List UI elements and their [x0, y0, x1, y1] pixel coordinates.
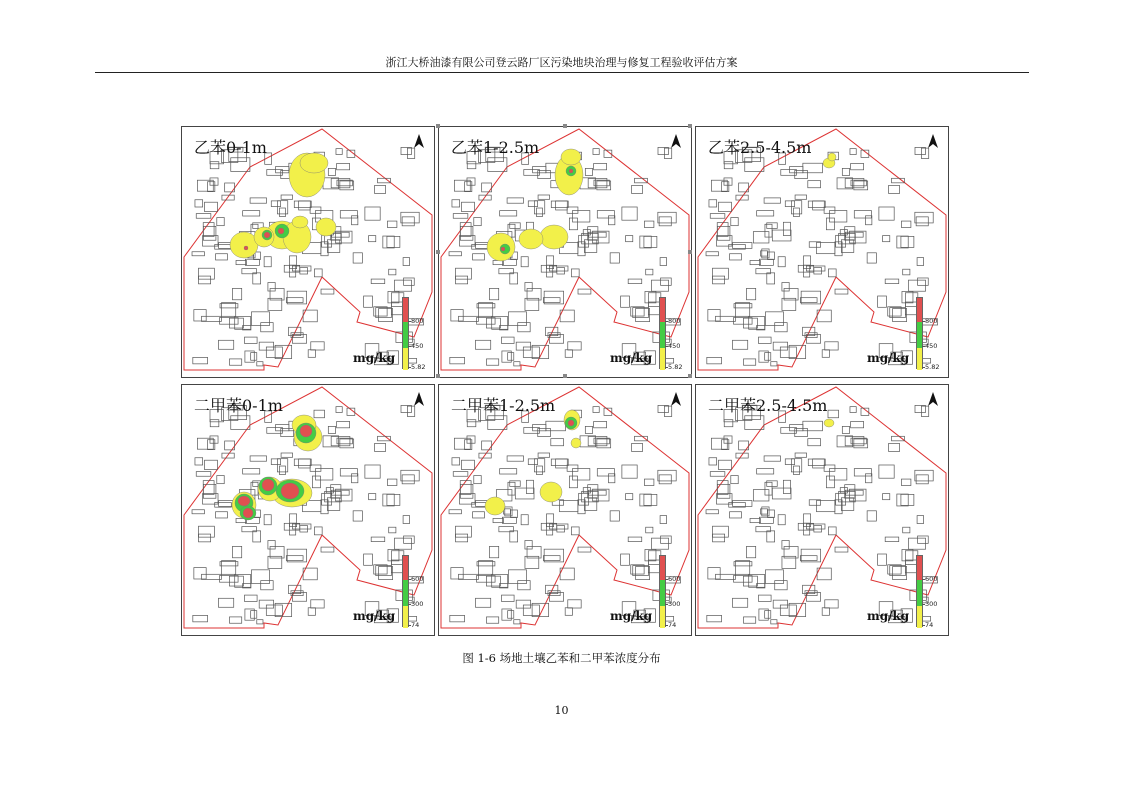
building-outline: [710, 472, 725, 477]
legend-tick-label: 74: [925, 621, 934, 629]
legend-tick-label: 450: [668, 342, 681, 350]
building-outline: [718, 460, 731, 469]
contamination-zone-low: [519, 229, 543, 249]
building-outline: [467, 420, 476, 427]
building-outline: [825, 600, 838, 608]
site-map: [439, 385, 691, 635]
figure-caption: 图 1-6 场地土壤乙苯和二甲苯浓度分布: [462, 651, 661, 665]
legend-segment: [660, 556, 665, 580]
building-outline: [822, 350, 829, 358]
north-arrow-icon: [671, 391, 681, 410]
building-outline: [465, 440, 472, 450]
building-outline: [658, 405, 668, 412]
legend-color-bar: [659, 555, 666, 627]
selection-handle[interactable]: [688, 250, 692, 254]
building-outline: [210, 162, 219, 169]
building-outline: [835, 547, 848, 552]
building-outline: [461, 202, 474, 211]
contamination-zone-low: [230, 232, 258, 258]
selection-handle[interactable]: [688, 374, 692, 378]
legend-tick-label: 74: [668, 621, 677, 629]
building-outline: [724, 162, 733, 169]
building-outline: [204, 460, 217, 469]
contamination-zone-low: [540, 482, 562, 502]
color-legend: [659, 297, 689, 372]
legend-unit: mg/kg: [610, 609, 653, 623]
building-outline: [401, 405, 411, 412]
legend-tick-label: 800: [411, 317, 424, 325]
building-outline: [709, 458, 717, 465]
selection-handle[interactable]: [563, 374, 567, 378]
legend-segment: [403, 322, 408, 348]
building-outline: [578, 547, 591, 552]
legend-tick-label: 600: [411, 575, 424, 583]
building-outline: [915, 405, 925, 412]
building-outline: [465, 182, 472, 192]
legend-tick-label: 450: [925, 342, 938, 350]
building-outline: [568, 600, 581, 608]
building-outline: [915, 147, 925, 154]
building-outline: [196, 214, 211, 219]
legend-tick-label: 5.82: [668, 363, 683, 371]
panel-label: 乙苯1-2.5m: [451, 138, 540, 157]
contamination-zone-high: [244, 246, 248, 250]
header-rule: [95, 72, 1029, 73]
legend-color-bar: [916, 297, 923, 369]
contamination-zone-low: [300, 153, 328, 173]
legend-segment: [403, 298, 408, 322]
building-outline: [453, 472, 468, 477]
building-outline: [745, 158, 764, 172]
legend-segment: [403, 580, 408, 606]
legend-tick-label: 800: [668, 317, 681, 325]
panel-label: 二甲苯2.5-4.5m: [708, 396, 828, 415]
building-outline: [231, 416, 250, 430]
legend-unit: mg/kg: [353, 609, 396, 623]
north-arrow-icon: [414, 133, 424, 152]
map-panel-xylene-1-2.5m: [438, 384, 692, 636]
contamination-zone-low: [316, 218, 336, 236]
legend-tick-label: 600: [925, 575, 938, 583]
contamination-zone-high: [238, 496, 250, 506]
building-outline: [210, 420, 219, 427]
contamination-zone-low: [571, 438, 581, 448]
building-outline: [568, 342, 581, 350]
legend-tick-label: 5.82: [411, 363, 426, 371]
building-outline: [208, 440, 215, 450]
panel-label: 乙苯0-1m: [194, 138, 267, 157]
site-map: [182, 127, 434, 377]
site-map: [696, 385, 948, 635]
building-outline: [195, 458, 203, 465]
legend-segment: [917, 322, 922, 348]
legend-segment: [917, 556, 922, 580]
panel-label: 二甲苯1-2.5m: [451, 396, 556, 415]
building-outline: [722, 182, 729, 192]
contamination-zone-low: [561, 149, 581, 165]
building-outline: [724, 420, 733, 427]
panel-label: 二甲苯0-1m: [194, 396, 283, 415]
building-outline: [308, 350, 315, 358]
contamination-zone-high: [300, 425, 312, 437]
building-outline: [311, 342, 324, 350]
legend-color-bar: [402, 297, 409, 369]
color-legend: [916, 555, 946, 630]
building-outline: [722, 440, 729, 450]
building-outline: [195, 200, 203, 207]
site-map: [696, 127, 948, 377]
building-outline: [204, 202, 217, 211]
color-legend: [402, 297, 432, 372]
building-outline: [311, 600, 324, 608]
north-arrow-icon: [671, 133, 681, 152]
contamination-zone-low: [824, 419, 834, 427]
site-map: [439, 127, 691, 377]
contamination-zone-low: [292, 216, 308, 228]
legend-color-bar: [659, 297, 666, 369]
contamination-zone-low: [828, 153, 836, 161]
map-panel-xylene-0-1m: [181, 384, 435, 636]
contamination-zone-high: [568, 420, 574, 426]
selection-handle[interactable]: [563, 124, 567, 128]
building-outline: [710, 214, 725, 219]
building-outline: [488, 416, 507, 430]
building-outline: [835, 289, 848, 294]
legend-tick-label: 450: [411, 342, 424, 350]
map-panel-ethylbenzene-2.5-4.5m: [695, 126, 949, 378]
legend-tick-label: 5.82: [925, 363, 940, 371]
contamination-zone-high: [569, 169, 573, 173]
legend-segment: [917, 580, 922, 606]
building-outline: [709, 200, 717, 207]
north-arrow-icon: [928, 391, 938, 410]
building-outline: [658, 147, 668, 154]
selection-handle[interactable]: [436, 374, 440, 378]
panel-label: 乙苯2.5-4.5m: [708, 138, 812, 157]
building-outline: [461, 460, 474, 469]
building-outline: [308, 608, 315, 616]
legend-color-bar: [916, 555, 923, 627]
selection-handle[interactable]: [436, 250, 440, 254]
legend-color-bar: [402, 555, 409, 627]
legend-tick-label: 300: [925, 600, 938, 608]
legend-unit: mg/kg: [353, 351, 396, 365]
building-outline: [452, 458, 460, 465]
contamination-zone-low: [540, 225, 568, 249]
color-legend: [402, 555, 432, 630]
selection-handle[interactable]: [436, 124, 440, 128]
legend-tick-label: 74: [411, 621, 420, 629]
contamination-zone-high: [278, 228, 284, 234]
north-arrow-icon: [414, 391, 424, 410]
building-outline: [321, 547, 334, 552]
contamination-zone-high: [264, 232, 270, 238]
contamination-zone-low: [485, 497, 505, 515]
building-outline: [401, 147, 411, 154]
north-arrow-icon: [928, 133, 938, 152]
building-outline: [745, 416, 764, 430]
legend-unit: mg/kg: [610, 351, 653, 365]
building-outline: [822, 608, 829, 616]
legend-unit: mg/kg: [867, 609, 910, 623]
building-outline: [452, 200, 460, 207]
building-outline: [208, 182, 215, 192]
running-header: 浙江大桥油漆有限公司登云路厂区污染地块治理与修复工程验收评估方案: [385, 56, 738, 69]
building-outline: [578, 289, 591, 294]
legend-tick-label: 800: [925, 317, 938, 325]
building-outline: [565, 350, 572, 358]
building-outline: [453, 214, 468, 219]
color-legend: [659, 555, 689, 630]
building-outline: [825, 342, 838, 350]
legend-tick-label: 600: [668, 575, 681, 583]
legend-segment: [660, 322, 665, 348]
building-outline: [231, 158, 250, 172]
page-number: 10: [554, 704, 569, 717]
building-outline: [321, 289, 334, 294]
building-outline: [196, 472, 211, 477]
site-map: [182, 385, 434, 635]
building-outline: [488, 158, 507, 172]
color-legend: [916, 297, 946, 372]
building-outline: [467, 162, 476, 169]
contamination-zone-high: [243, 508, 253, 518]
legend-segment: [917, 298, 922, 322]
building-outline: [718, 202, 731, 211]
legend-tick-label: 300: [668, 600, 681, 608]
map-panel-ethylbenzene-1-2.5m: [438, 126, 692, 378]
legend-segment: [403, 556, 408, 580]
legend-tick-label: 300: [411, 600, 424, 608]
selection-handle[interactable]: [688, 124, 692, 128]
contamination-zone-high: [501, 247, 505, 251]
legend-unit: mg/kg: [867, 351, 910, 365]
building-outline: [565, 608, 572, 616]
map-panel-xylene-2.5-4.5m: [695, 384, 949, 636]
legend-segment: [660, 298, 665, 322]
contamination-zone-high: [262, 479, 274, 491]
contamination-zone-high: [281, 483, 299, 499]
legend-segment: [660, 580, 665, 606]
map-panel-ethylbenzene-0-1m: [181, 126, 435, 378]
